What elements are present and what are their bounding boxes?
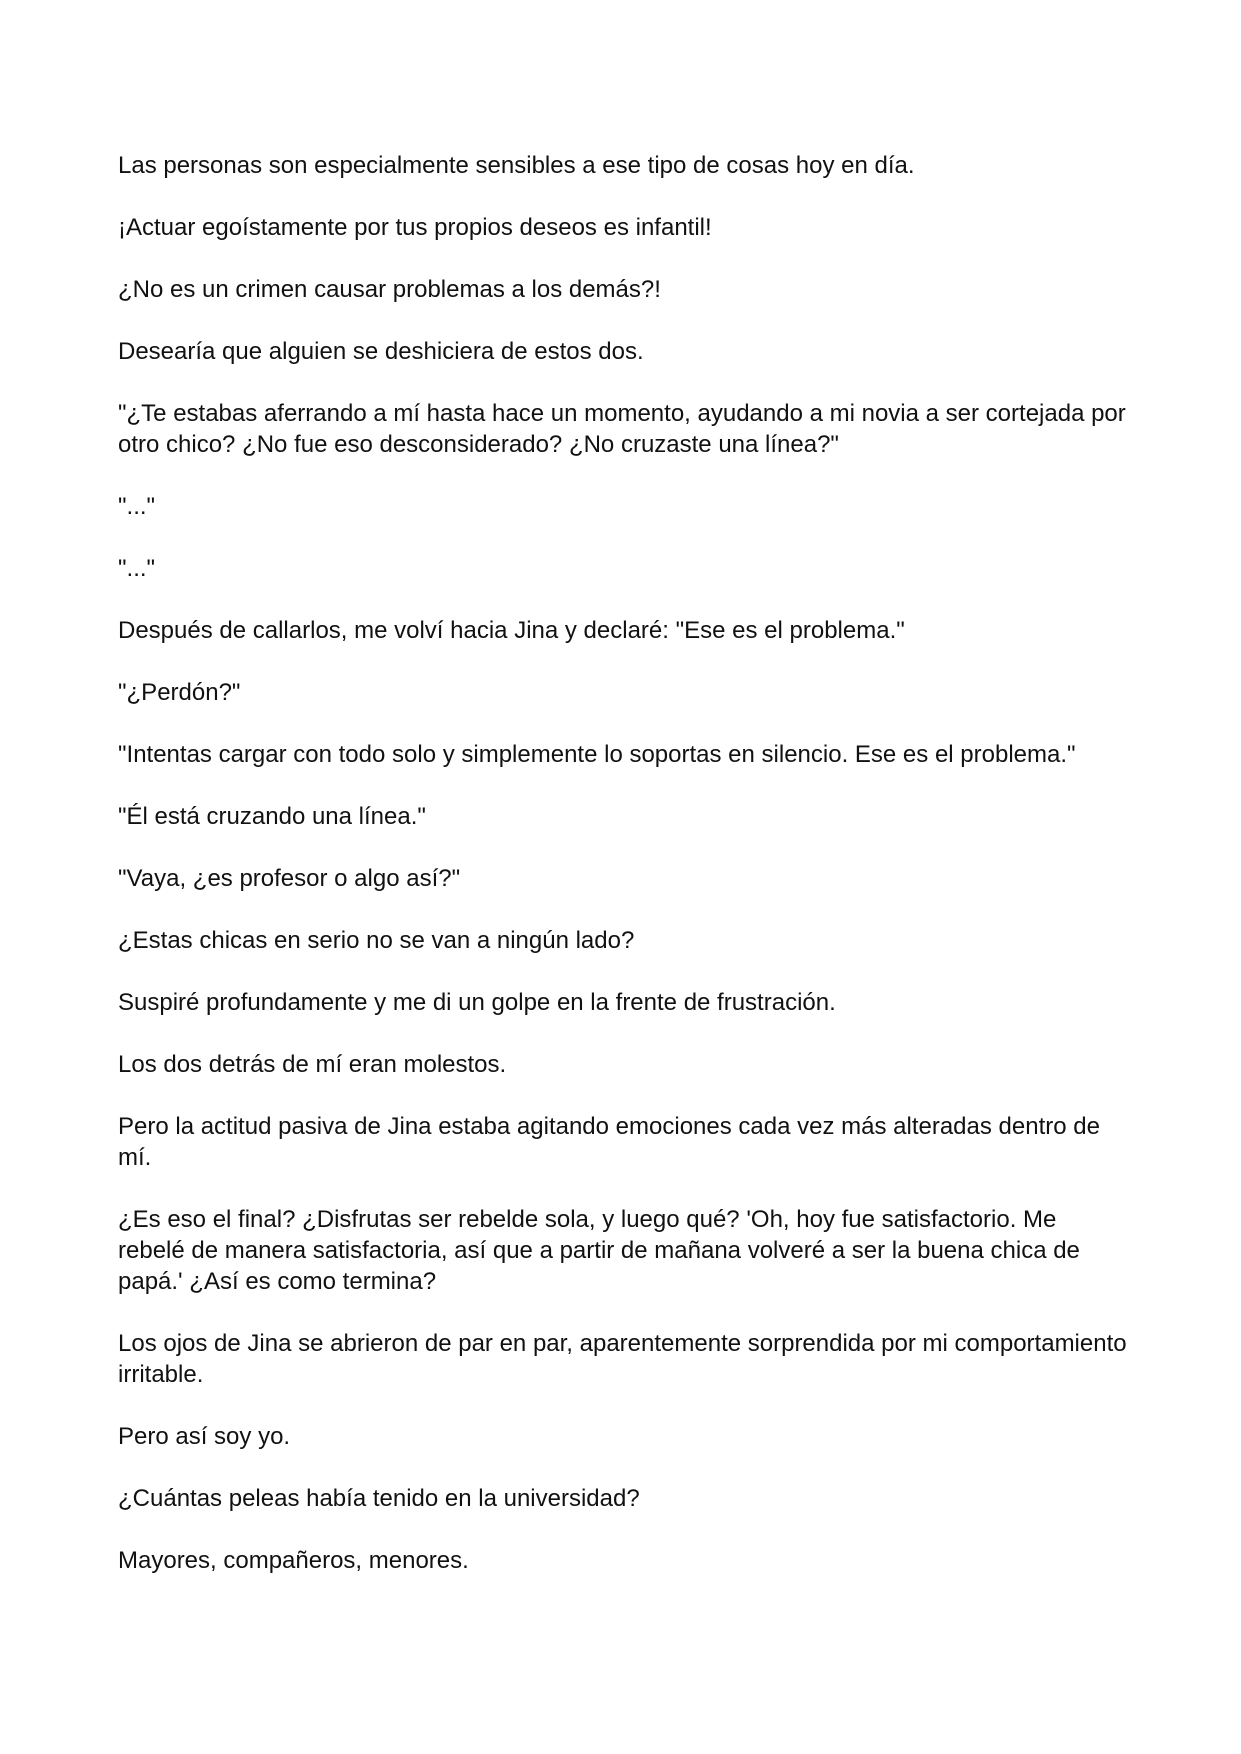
paragraph: "Él está cruzando una línea." [118,803,426,830]
paragraph: ¿Estas chicas en serio no se van a ningún lado? [118,927,635,954]
paragraph: Desearía que alguien se deshiciera de estos dos. [118,338,644,365]
paragraph: "..." [118,555,156,582]
paragraph: "..." [118,493,156,520]
paragraph: Los ojos de Jina se abrieron de par en par, aparentemente sorprendida por mi comportamiento irritable. [118,1330,1127,1388]
paragraph: Los dos detrás de mí eran molestos. [118,1051,507,1078]
paragraph: Pero así soy yo. [118,1423,291,1450]
paragraph: "¿Perdón?" [118,679,241,706]
document-body [118,150,1128,1607]
paragraph: Mayores, compañeros, menores. [118,1547,469,1574]
paragraph: "Vaya, ¿es profesor o algo así?" [118,865,461,892]
paragraph: "Intentas cargar con todo solo y simplemente lo soportas en silencio. Ese es el problema." [118,741,1076,768]
paragraph: ¡Actuar egoístamente por tus propios deseos es infantil! [118,214,712,241]
paragraph: Las personas son especialmente sensibles a ese tipo de cosas hoy en día. [118,152,915,179]
paragraph: ¿No es un crimen causar problemas a los demás?! [118,276,661,303]
paragraph: Después de callarlos, me volví hacia Jina y declaré: "Ese es el problema." [118,617,905,644]
paragraph: "¿Te estabas aferrando a mí hasta hace un momento, ayudando a mi novia a ser cortejada por otro chico? ¿No fue eso desconsiderado? ¿No cruzaste una línea?" [118,400,1126,458]
paragraph: ¿Es eso el final? ¿Disfrutas ser rebelde sola, y luego qué? 'Oh, hoy fue satisfactorio. Me rebelé de manera satisfactoria, así que a partir de mañana volveré a ser la buena chica de papá.' ¿Así es como termina? [118,1206,1080,1295]
paragraph: Pero la actitud pasiva de Jina estaba agitando emociones cada vez más alteradas dentro de mí. [118,1113,1100,1171]
paragraph: Suspiré profundamente y me di un golpe en la frente de frustración. [118,989,836,1016]
paragraph: ¿Cuántas peleas había tenido en la universidad? [118,1485,640,1512]
